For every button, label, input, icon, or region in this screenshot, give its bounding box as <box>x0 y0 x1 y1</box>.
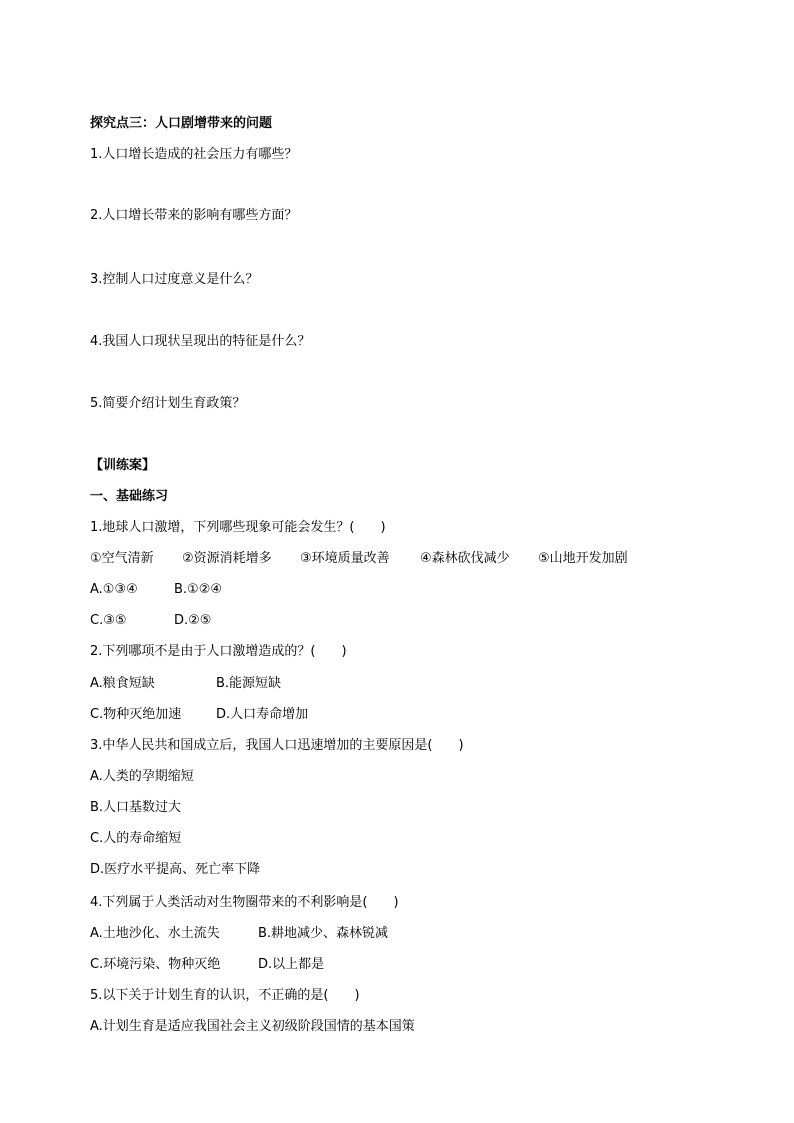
question-4-options-row-2 <box>90 957 490 973</box>
question-1-options-row-1 <box>90 582 390 598</box>
training-title: 【训练案】 <box>90 458 156 473</box>
question-2-stem: 2.下列哪项不是由于人口激增造成的？( ) <box>90 644 347 659</box>
question-3-stem: 3.中华人民共和国成立后，我国人口迅速增加的主要原因是( ) <box>90 738 464 753</box>
q2-option-a: A.粮食短缺 <box>90 676 155 691</box>
inquiry-question-5: 5.简要介绍计划生育政策？ <box>90 396 246 411</box>
q3-option-b: B.人口基数过大 <box>90 800 182 815</box>
q3-option-c: C.人的寿命缩短 <box>90 831 182 846</box>
q5-option-a: A.计划生育是适应我国社会主义初级阶段国情的基本国策 <box>90 1019 415 1034</box>
q4-option-b: B.耕地减少、森林锐减 <box>258 926 389 941</box>
q1-option-d: D.②⑤ <box>174 613 212 628</box>
question-5-stem: 5.以下关于计划生育的认识，不正确的是( ) <box>90 988 360 1003</box>
q3-option-d: D.医疗水平提高、死亡率下降 <box>90 862 261 877</box>
q1-option-b: B.①②④ <box>174 582 223 597</box>
q2-option-c: C.物种灭绝加速 <box>90 707 182 722</box>
question-2-options-row-1 <box>90 676 390 692</box>
q3-option-a: A.人类的孕期缩短 <box>90 769 194 784</box>
q4-option-c: C.环境污染、物种灭绝 <box>90 957 221 972</box>
q1-item-2: ②资源消耗增多 <box>182 551 272 566</box>
inquiry-question-3: 3.控制人口过度意义是什么？ <box>90 272 259 287</box>
inquiry-question-1: 1.人口增长造成的社会压力有哪些？ <box>90 147 298 162</box>
question-1-items <box>90 551 710 567</box>
q2-option-d: D.人口寿命增加 <box>216 707 309 722</box>
q4-option-d: D.以上都是 <box>258 957 325 972</box>
question-4-options-row-1 <box>90 926 490 942</box>
inquiry-heading: 探究点三：人口剧增带来的问题 <box>90 116 273 131</box>
question-2-options-row-2 <box>90 707 390 723</box>
q1-item-4: ④森林砍伐减少 <box>420 551 510 566</box>
q2-option-b: B.能源短缺 <box>216 676 282 691</box>
question-1-options-row-2 <box>90 613 390 629</box>
q1-option-c: C.③⑤ <box>90 613 127 628</box>
section-title: 一、基础练习 <box>90 489 169 504</box>
q4-option-a: A.土地沙化、水土流失 <box>90 926 220 941</box>
inquiry-question-2: 2.人口增长带来的影响有哪些方面？ <box>90 208 298 223</box>
q1-item-1: ①空气清新 <box>90 551 154 566</box>
question-1-stem: 1.地球人口激增，下列哪些现象可能会发生？( ) <box>90 520 386 535</box>
q1-item-3: ③环境质量改善 <box>300 551 390 566</box>
q1-item-5: ⑤山地开发加剧 <box>538 551 628 566</box>
q1-option-a: A.①③④ <box>90 582 138 597</box>
question-4-stem: 4.下列属于人类活动对生物圈带来的不利影响是( ) <box>90 895 399 910</box>
inquiry-question-4: 4.我国人口现状呈现出的特征是什么？ <box>90 334 311 349</box>
